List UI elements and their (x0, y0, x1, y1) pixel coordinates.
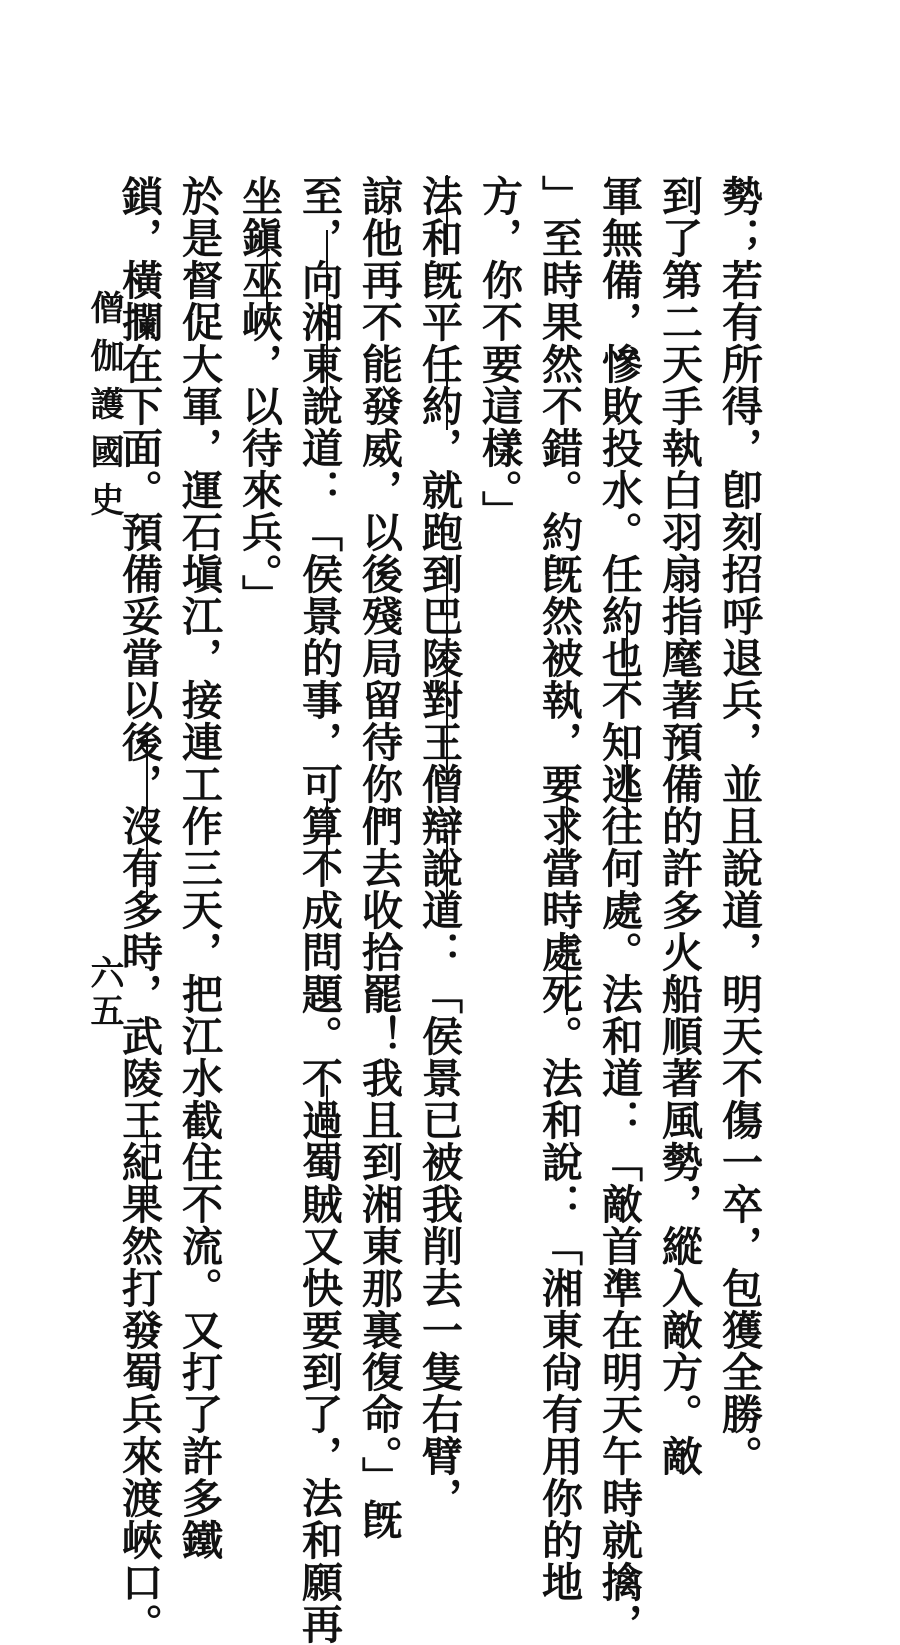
proper-name-mark (326, 800, 328, 880)
text-column-10: 於是督促大軍，運石塡江，接連工作三天，把江水截住不流。又打了許多鐵 (175, 175, 223, 1561)
proper-name-mark (566, 935, 568, 1015)
proper-name-mark (566, 780, 568, 860)
text-column-7: 諒他再不能發威，以後殘局留待你們去收拾罷！我且到湘東那裏復命。」旣 (355, 175, 403, 1541)
text-column-5: 方，你不要這樣。」 (475, 175, 523, 533)
running-header-title: 僧伽護國史 (84, 290, 124, 530)
proper-name-mark (626, 760, 628, 840)
proper-name-mark (446, 175, 448, 255)
text-column-2: 到了第二天手執白羽扇指麾著預備的許多火船順著風勢，縱入敵方。敵 (655, 175, 703, 1477)
proper-name-mark (146, 1130, 148, 1210)
proper-name-mark (626, 610, 628, 690)
text-column-8: 至，向湘東說道：「侯景的事，可算不成問題。不過蜀賊又快要到了，法和願再 (295, 175, 343, 1645)
text-column-11: 鎖，橫攔在下面。預備妥當以後，沒有多時，武陵王紀果然打發蜀兵來渡峽口。 (115, 175, 163, 1645)
proper-name-mark (446, 835, 448, 915)
text-column-1: 勢；若有所得，卽刻招呼退兵，並且說道，明天不傷一卒，包獲全勝。 (715, 175, 763, 1477)
proper-name-mark (446, 650, 448, 770)
text-column-9: 坐鎭巫峽，以待來兵。」 (235, 175, 283, 617)
proper-name-mark (326, 230, 328, 310)
proper-name-mark (446, 350, 448, 430)
proper-name-mark (446, 560, 448, 640)
text-column-3: 軍無備，慘敗投水。任約也不知逃往何處。法和道：「敵首準在明天午時就擒， (595, 175, 643, 1645)
proper-name-mark (326, 1085, 328, 1165)
text-column-4: 」至時果然不錯。約旣然被執，要求當時處死。法和說：「湘東尙有用你的地 (535, 175, 583, 1603)
text-column-6: 法和旣平任約，就跑到巴陵對王僧辯說道：「侯景已被我削去一隻右臂， (415, 175, 463, 1519)
proper-name-mark (266, 230, 268, 310)
proper-name-mark (326, 325, 328, 405)
page-number: 六五 (84, 955, 124, 1031)
proper-name-mark (146, 735, 148, 905)
